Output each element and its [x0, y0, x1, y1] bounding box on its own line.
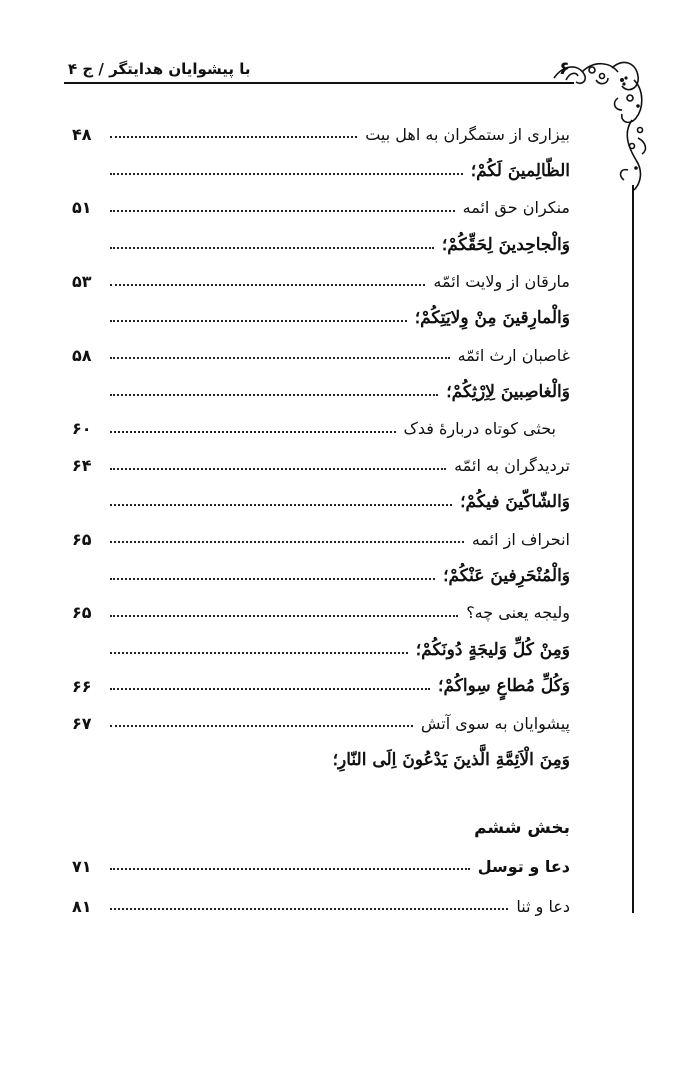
- book-title: با پیشوایان هدایتگر / ج ۴: [68, 60, 251, 78]
- toc-page-number: ۵۸: [72, 345, 92, 365]
- toc-page-number: ۷۱: [72, 856, 92, 876]
- toc-entry[interactable]: [72, 374, 570, 411]
- header-rule: [64, 82, 574, 84]
- toc-entry[interactable]: [72, 594, 570, 631]
- toc-entry[interactable]: [72, 263, 570, 300]
- toc-page-number: ۸۱: [72, 896, 92, 916]
- dot-leader: [110, 615, 458, 617]
- dot-leader: [110, 725, 413, 727]
- dot-leader: [110, 210, 455, 212]
- toc-entry-title: انحراف از ائمه: [471, 529, 570, 549]
- toc-entry[interactable]: [72, 631, 570, 668]
- toc-entry-title: وَالْمارِقینَ مِنْ وِلایَتِکُمْ؛: [414, 308, 570, 329]
- toc-entry-title: ولیجه یعنی چه؟: [466, 603, 570, 623]
- toc-entry-title: بحثی کوتاه دربارهٔ فدک: [403, 419, 556, 439]
- toc-entry[interactable]: [72, 668, 570, 705]
- dot-leader: [110, 247, 434, 249]
- toc-page-number: ۵۳: [72, 272, 92, 292]
- toc-entry[interactable]: [72, 558, 570, 595]
- toc-page-number: ۵۱: [72, 198, 92, 218]
- toc-entry-title: وَالْغاصِبینَ لِاِرْثِکُمْ؛: [446, 381, 570, 402]
- toc-entry-title: وَمِنَ الْاَئِمَّةِ الَّذینَ یَدْعُونَ اِلَی النّارِ؛: [332, 749, 570, 770]
- toc-entry[interactable]: [72, 337, 570, 374]
- toc-page-number: ۴۸: [72, 124, 92, 144]
- dot-leader: [110, 578, 435, 580]
- dot-leader: [110, 173, 463, 175]
- margin-rule: [632, 185, 634, 913]
- running-header: [68, 56, 570, 82]
- toc-page-number: ۶۰: [72, 419, 92, 439]
- toc-entry-title: دعا و توسل: [477, 856, 570, 876]
- toc-entry[interactable]: [72, 447, 570, 484]
- table-of-contents: [72, 116, 570, 778]
- toc-entry[interactable]: [72, 742, 570, 779]
- toc-entry[interactable]: [72, 190, 570, 227]
- toc-entry-title: وَکُلِّ مُطاعٍ سِواکُمْ؛: [438, 676, 570, 697]
- page-number: ۶: [559, 58, 570, 79]
- dot-leader: [110, 868, 470, 870]
- toc-page-number: ۶۶: [72, 676, 92, 696]
- dot-leader: [110, 688, 430, 690]
- dot-leader: [110, 284, 425, 286]
- dot-leader: [110, 357, 450, 359]
- toc-entry-title: دعا و ثنا: [516, 896, 570, 916]
- dot-leader: [110, 136, 357, 138]
- toc-entry-title: پیشوایان به سوی آتش: [420, 713, 570, 733]
- dot-leader: [110, 541, 464, 543]
- toc-page-number: ۶۴: [72, 456, 92, 476]
- section-contents: [72, 846, 570, 926]
- toc-entry[interactable]: [72, 153, 570, 190]
- toc-entry[interactable]: [72, 226, 570, 263]
- toc-entry[interactable]: [72, 886, 570, 926]
- toc-page-number: ۶۵: [72, 603, 92, 623]
- toc-entry[interactable]: [72, 846, 570, 886]
- dot-leader: [110, 394, 438, 396]
- toc-entry-title: وَالْجاحِدینَ لِحَقِّکُمْ؛: [441, 234, 570, 255]
- toc-entry-title: تردیدگران به ائمّه: [454, 456, 570, 476]
- toc-entry[interactable]: [72, 410, 570, 447]
- toc-entry-title: الظّالِمینَ لَکُمْ؛: [470, 161, 570, 182]
- dot-leader: [110, 908, 508, 910]
- dot-leader: [110, 431, 396, 433]
- toc-entry-title: غاصبان ارث ائمّه: [457, 345, 570, 365]
- toc-entry[interactable]: [72, 116, 570, 153]
- toc-entry[interactable]: [72, 521, 570, 558]
- dot-leader: [110, 468, 446, 470]
- toc-page-number: ۶۷: [72, 713, 92, 733]
- toc-entry-title: بیزاری از ستمگران به اهل بیت: [365, 124, 570, 144]
- dot-leader: [110, 504, 452, 506]
- toc-page-number: ۶۵: [72, 529, 92, 549]
- toc-entry[interactable]: [72, 484, 570, 521]
- toc-entry[interactable]: [72, 300, 570, 337]
- toc-entry-title: وَمِنْ کُلِّ وَلیجَةٍ دُونَکُمْ؛: [415, 639, 570, 660]
- section-heading: بخش ششم: [474, 818, 570, 838]
- toc-entry[interactable]: [72, 705, 570, 742]
- toc-entry-title: وَالشّاکّینَ فیکُمْ؛: [460, 492, 570, 513]
- toc-entry-title: وَالْمُنْحَرِفینَ عَنْکُمْ؛: [443, 565, 570, 586]
- toc-entry-title: مارقان از ولایت ائمّه: [433, 272, 570, 292]
- dot-leader: [110, 320, 407, 322]
- toc-entry-title: منکران حق ائمه: [462, 198, 570, 218]
- dot-leader: [110, 652, 408, 654]
